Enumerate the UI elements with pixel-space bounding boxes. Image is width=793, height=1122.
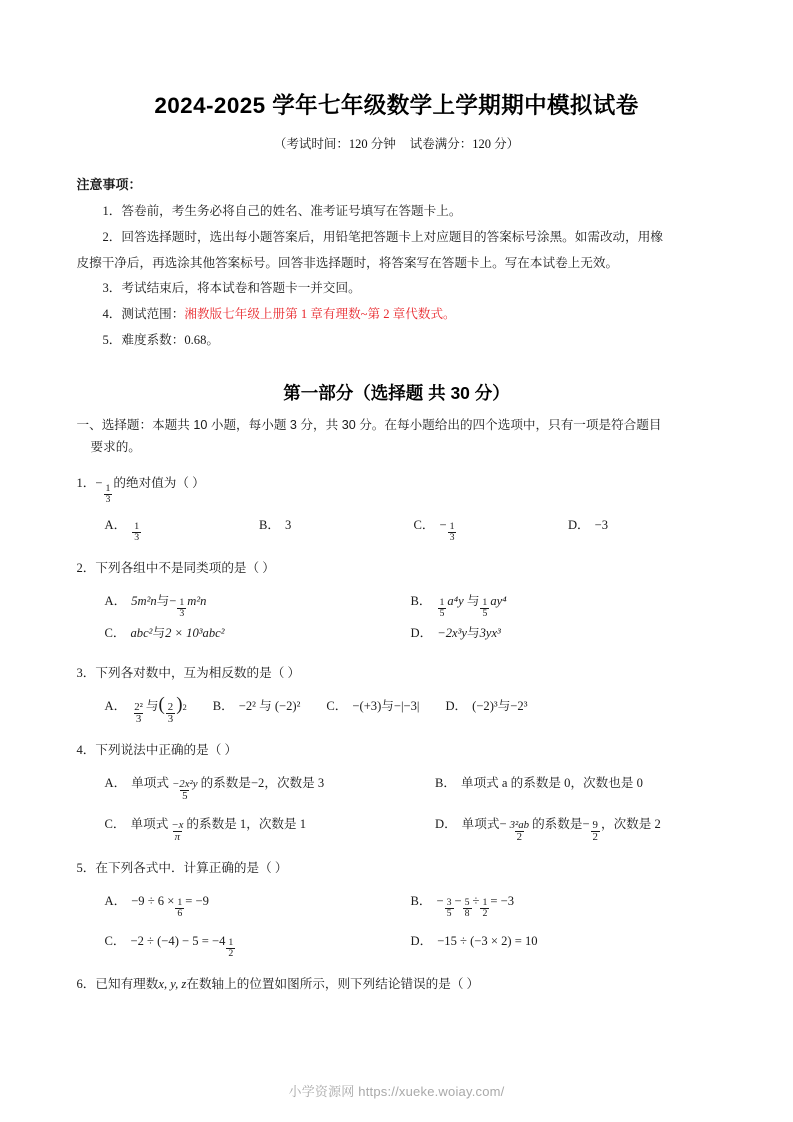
- question-2-number: 2．: [76, 561, 96, 576]
- question-1-option-b[interactable]: B． 3: [258, 518, 292, 533]
- question-2: [77, 557, 717, 648]
- question-1-fraction: $\frac{1}{3}$: [105, 483, 111, 506]
- notice-item-4-prefix: 4．测试范围：: [102, 307, 185, 322]
- notice-heading: 注意事项：: [76, 177, 142, 192]
- instructions-line-1: 一、选择题：本题共 10 小题，每小题 3 分，共 30 分。在每小题给出的四个选项中，只有一项是符合题目: [76, 417, 662, 432]
- part-one-heading: 第一部分（选择题 共 30 分）: [283, 382, 510, 403]
- question-3-stem: [77, 662, 717, 686]
- question-3: [77, 662, 717, 725]
- notice-item-3: 3．考试结束后，将本试卷和答题卡一并交回。: [102, 281, 361, 296]
- exam-meta-line: [77, 134, 717, 152]
- notice-item-4-scope: 湘教版七年级上册第 1 章有理数~第 2 章代数式。: [184, 307, 456, 322]
- notice-item-4: [77, 302, 717, 328]
- notice-item-5: 5．难度系数：0.68。: [102, 333, 219, 348]
- question-5-stem-text: 在下列各式中．计算正确的是（ ）: [95, 861, 288, 876]
- question-3-options: [77, 692, 717, 725]
- question-5-option-a[interactable]: A． −9 ÷ 6 × $\frac{1}{6}$ = −9: [104, 894, 209, 920]
- question-5-options: [77, 887, 717, 959]
- question-6-number: 6．: [76, 977, 96, 992]
- question-5: [77, 857, 717, 959]
- instructions-line-2: 要求的。: [90, 439, 141, 454]
- question-5-option-b[interactable]: B． − $\frac{3}{5}$ − $\frac{5}{8}$ ÷ $\frac{1}{2}$ = −3: [410, 894, 515, 920]
- question-4-stem-text: 下列说法中正确的是（ ）: [95, 743, 238, 758]
- question-1-stem-text: 的绝对值为（ ）: [113, 476, 205, 491]
- question-2-stem-text: 下列各组中不是同类项的是（ ）: [95, 561, 275, 576]
- notice-item-2-cont: 皮擦干净后，再选涂其他答案标号。回答非选择题时，将答案写在答题卡上。写在本试卷上无效。: [76, 255, 619, 270]
- option-c-fraction: $\frac{1}{3}$: [449, 521, 455, 544]
- question-2-option-c[interactable]: C． abc² 与 2 × 10³abc²: [104, 626, 225, 641]
- question-1-option-c[interactable]: C． − $\frac{1}{3}$: [413, 518, 455, 544]
- exam-total-score: 试卷满分：120 分）: [409, 137, 520, 151]
- question-6: [77, 973, 717, 997]
- question-3-stem-text: 下列各对数中，互为相反数的是（ ）: [95, 666, 301, 681]
- question-3-option-d[interactable]: D． (−2)³与−2³: [445, 699, 528, 714]
- multiple-choice-instructions: [77, 415, 717, 458]
- option-row: [105, 692, 717, 725]
- right-paren: ): [176, 694, 183, 716]
- question-5-option-c[interactable]: C． −2 ÷ (−4) − 5 = −4 $\frac{1}{2}$: [104, 934, 234, 960]
- question-5-number: 5．: [76, 861, 96, 876]
- option-row: [105, 587, 717, 619]
- question-4-option-a[interactable]: A． 单项式 $\frac{\text{−2x²y}}{5}$ 的系数是−2，次数是 3: [104, 776, 325, 803]
- question-3-number: 3．: [76, 666, 96, 681]
- notice-section: [77, 174, 717, 354]
- option-row: [105, 769, 717, 802]
- notice-item-1: 1．答卷前，考生务必将自己的姓名、准考证号填写在答题卡上。: [102, 204, 462, 218]
- option-row: [105, 887, 717, 919]
- question-4-stem: [77, 739, 717, 763]
- question-4-option-c[interactable]: C． 单项式 $\frac{-x}{\pi}$ 的系数是 1，次数是 1: [104, 817, 307, 844]
- question-1-number: 1．: [76, 476, 96, 491]
- watermark: 小学资源网 https://xueke.woiay.com/: [288, 1084, 505, 1099]
- question-6-variables: x, y, z: [158, 977, 187, 992]
- question-4-options: [77, 769, 717, 843]
- page-title: 2024-2025 学年七年级数学上学期期中模拟试卷: [154, 93, 639, 118]
- page-content: [77, 0, 717, 997]
- question-4-number: 4．: [76, 743, 96, 758]
- option-row: [105, 511, 717, 543]
- question-3-option-b[interactable]: B． −2² 与 (−2)²: [212, 699, 301, 714]
- question-3-option-c[interactable]: C． −(+3)与−|−3|: [326, 699, 420, 714]
- question-2-option-d[interactable]: D． −2x³y 与 3yx³: [410, 626, 501, 641]
- question-1-stem: 1．− $\frac{1}{3}$ 的绝对值为（ ）: [77, 472, 717, 505]
- question-1-option-d[interactable]: D． −3: [567, 518, 609, 533]
- question-1: [77, 472, 717, 543]
- question-2-options: [77, 587, 717, 648]
- notice-item-2: 2．回答选择题时，选出每小题答案后，用铅笔把答题卡上对应题目的答案标号涂黑。如需改动，用橡: [102, 229, 663, 244]
- question-2-option-b[interactable]: B． $\frac{1}{5}$ a⁴y 与 $\frac{1}{5}$ ay⁴: [410, 594, 507, 620]
- question-1-option-a[interactable]: A． $\frac{1}{3}$: [104, 518, 140, 544]
- question-1-options: [77, 511, 717, 543]
- question-5-stem: [77, 857, 717, 881]
- question-4-option-d[interactable]: D． 单项式− $\frac{\text{3²ab}}{2}$ 的系数是− $\frac{9}{2}$ ，次数是 2: [434, 817, 661, 844]
- question-3-option-a[interactable]: A． $\frac{\text{2²}}{3}$ 与 ( $\frac{2}{3}$ ) 2: [104, 694, 187, 726]
- option-row: [105, 927, 717, 959]
- option-row: [105, 619, 717, 648]
- question-2-stem: [77, 557, 717, 581]
- left-paren: (: [158, 694, 165, 716]
- question-5-option-d[interactable]: D． −15 ÷ (−3 × 2) = 10: [410, 934, 538, 949]
- question-4: [77, 739, 717, 843]
- option-a-fraction: $\frac{1}{3}$: [134, 521, 140, 544]
- question-4-option-b[interactable]: B． 单项式 a 的系数是 0，次数也是 0: [434, 776, 643, 791]
- question-6-stem: 6．已知有理数x, y, z在数轴上的位置如图所示，则下列结论错误的是（ ）: [77, 973, 717, 997]
- question-2-option-a[interactable]: A． 5m²n 与 − $\frac{1}{3}$ m²n: [104, 594, 207, 620]
- option-row: [105, 810, 717, 843]
- exam-duration: （考试时间：120 分钟: [273, 137, 396, 151]
